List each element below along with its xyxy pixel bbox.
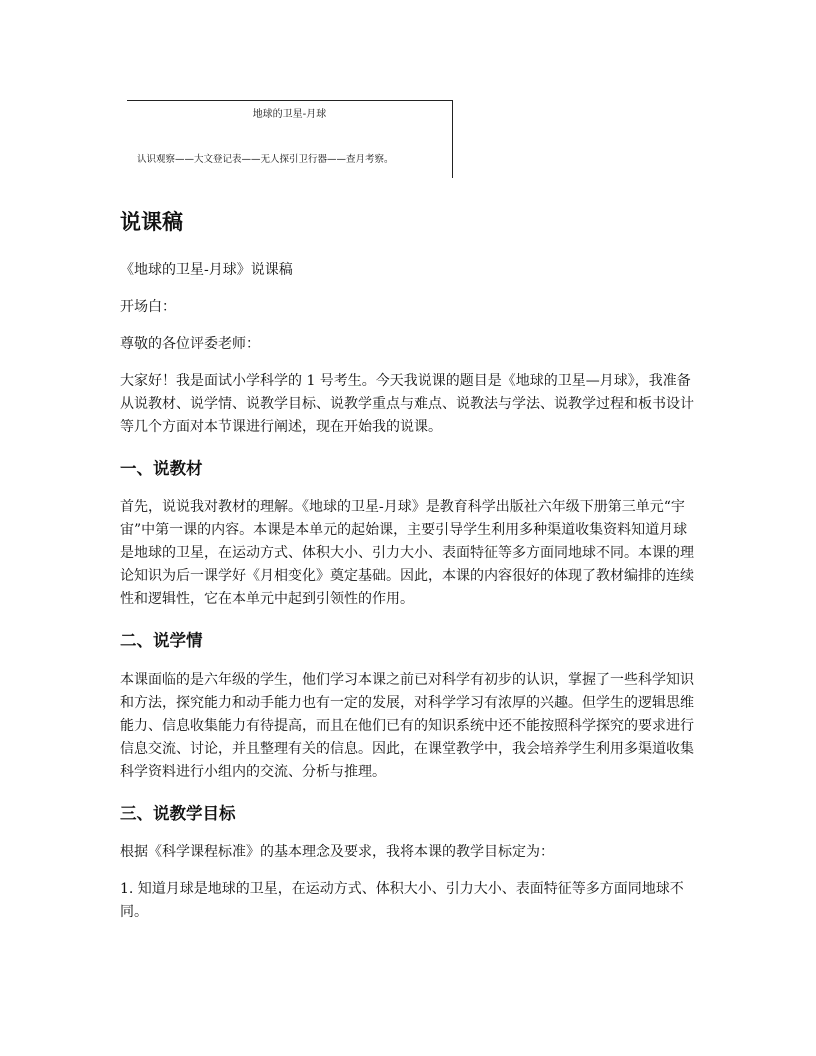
section-heading-objectives: 三、说教学目标 — [120, 803, 236, 823]
board-flow-text: 认识观察——大文登记表——无人探引卫行器——查月考察。 — [137, 154, 394, 165]
section-heading-textbook: 一、说教材 — [120, 459, 203, 479]
greeting: 尊敬的各位评委老师： — [120, 336, 260, 353]
section-paragraph: 根据《科学课程标准》的基本理念及要求，我将本课的教学目标定为： — [120, 843, 554, 860]
document-body — [120, 208, 700, 938]
opening-label: 开场白： — [120, 299, 176, 316]
section-paragraph: 1. 知道月球是地球的卫星，在运动方式、体积大小、引力大小、表面特征等多方面同地球不同。 — [120, 880, 684, 920]
board-title: 地球的卫星-月球 — [252, 109, 327, 120]
document-title: 说课稿 — [120, 210, 183, 234]
section-paragraph: 首先，说说我对教材的理解。《地球的卫星-月球》是教育科学出版社六年级下册第三单元“宇宙”中第一课的内容。本课是本单元的起始课，主要引导学生利用多种渠道收集资料知道月球是地球的卫星，在运动方式、体积大小、引力大小、表面特征等多方面同地球不同。本课的理论知识为后一课学好《月相变化》奠定基础。因此，本课的内容很好的体现了教材编排的连续性和逻辑性，它在本单元中起到引领性的作用。 — [120, 499, 694, 608]
document-subtitle: 《地球的卫星-月球》说课稿 — [120, 262, 293, 279]
section-paragraph: 本课面临的是六年级的学生，他们学习本课之前已对科学有初步的认识，掌握了一些科学知识和方法，探究能力和动手能力也有一定的发展，对科学学习有浓厚的兴趣。但学生的逻辑思维能力、信息收集能力有待提高，而且在他们已有的知识系统中还不能按照科学探究的要求进行信息交流、讨论，并且整理有关的信息。因此，在课堂教学中，我会培养学生利用多渠道收集科学资料进行小组内的交流、分析与推理。 — [120, 671, 694, 780]
section-heading-students: 二、说学情 — [120, 631, 203, 651]
intro-paragraph: 大家好！我是面试小学科学的 1 号考生。今天我说课的题目是《地球的卫星—月球》，我准备从说教材、说学情、说教学目标、说教学重点与难点、说教法与学法、说教学过程和板书设计等几个方面对本节课进行阐述，现在开始我的说课。 — [120, 373, 694, 436]
blackboard-design-figure — [127, 100, 453, 178]
